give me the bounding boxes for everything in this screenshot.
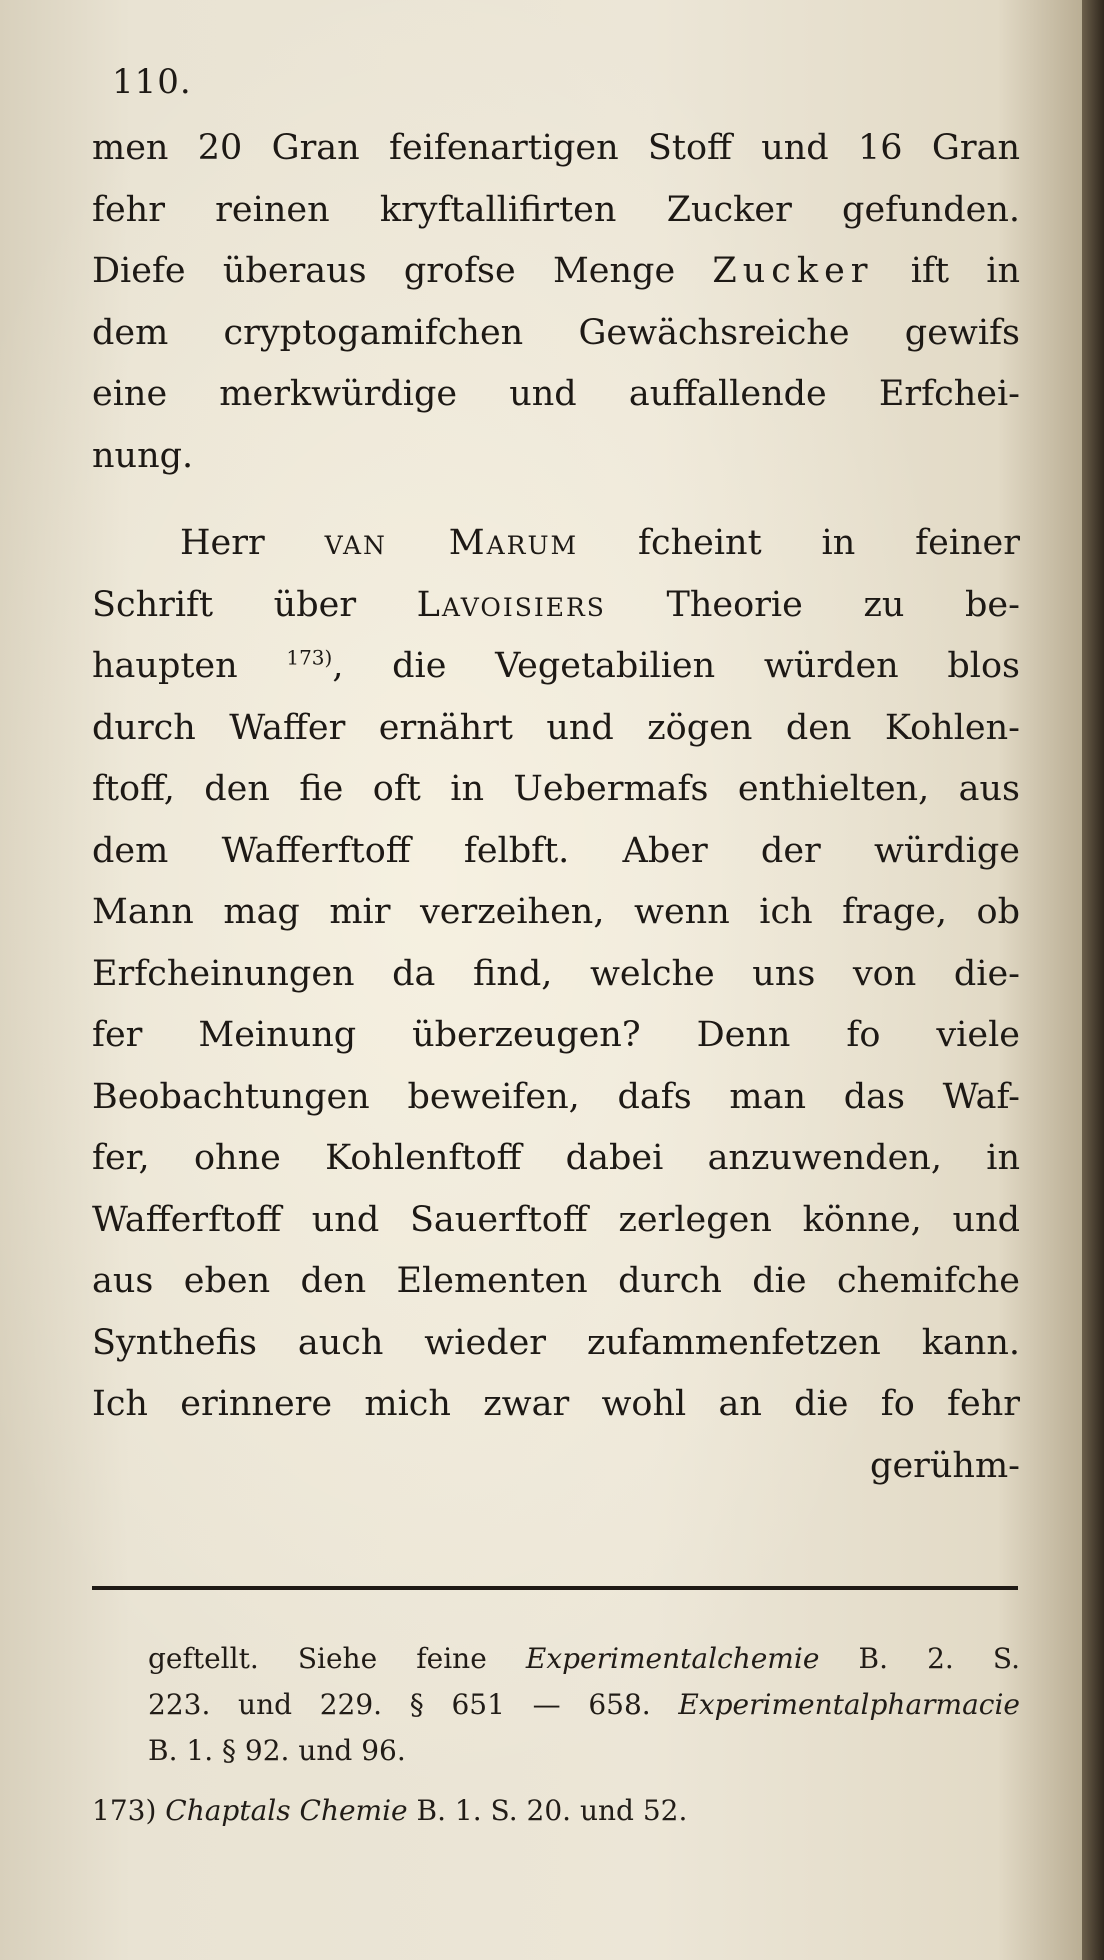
text-line: aus eben den Elementen durch die chemifche	[92, 1261, 1020, 1301]
text-line: fer Meinung überzeugen? Denn fo viele	[92, 1015, 1020, 1055]
text-line: nung.	[92, 435, 194, 476]
text-span: Schrift über	[92, 584, 357, 625]
text-line: Ich erinnere mich zwar wohl an die fo fehr	[92, 1384, 1020, 1424]
footnote-reference: 173)	[286, 645, 333, 670]
text-span: , die Vegetabilien würden blos	[332, 646, 1020, 686]
text-span: Herr	[180, 523, 265, 563]
text-span: geftellt. Siehe feine	[148, 1642, 487, 1675]
footnote-marker: 173)	[92, 1794, 157, 1827]
main-text	[92, 118, 1020, 1497]
book-title: Experimentalpharmacie	[678, 1688, 1020, 1721]
text-line	[92, 513, 1020, 575]
text-line: durch Waffer ernährt und zögen den Kohlen-	[92, 707, 1020, 748]
page-edge	[1082, 0, 1104, 1960]
footnote-line: B. 1. § 92. und 96.	[148, 1734, 406, 1767]
text-line: Mann mag mir verzeihen, wenn ich frage, ob	[92, 892, 1020, 932]
text-span: Diefe überaus grofse Menge	[92, 251, 676, 291]
text-line: fehr reinen kryftallifirten Zucker gefunden.	[92, 189, 1020, 230]
emphasized-word: Zucker	[712, 251, 874, 291]
text-line: Synthefis auch wieder zufammenfetzen kann.	[92, 1322, 1020, 1363]
text-line: Wafferftoff und Sauerftoff zerlegen könne, und	[92, 1199, 1020, 1240]
text-span: 223. und 229. § 651 — 658.	[148, 1688, 651, 1721]
text-line: dem cryptogamifchen Gewächsreiche gewifs	[92, 312, 1020, 353]
text-span: haupten	[92, 646, 238, 686]
text-line: Beobachtungen beweifen, dafs man das Waf-	[92, 1076, 1020, 1117]
text-line: eine merkwürdige und auffallende Erfchei-	[92, 374, 1020, 414]
book-title: Chaptals Chemie	[165, 1794, 408, 1827]
text-span: B. 2. S.	[858, 1642, 1021, 1675]
text-span: ift in	[910, 251, 1020, 291]
text-line	[92, 636, 1020, 698]
text-span: fcheint in feiner	[638, 523, 1020, 563]
footnote-line	[92, 1636, 1020, 1682]
text-line: fer, ohne Kohlenftoff dabei anzuwenden, in	[92, 1138, 1020, 1178]
page-number: 110.	[112, 62, 192, 102]
text-line	[92, 241, 1020, 303]
book-title: Experimentalchemie	[525, 1642, 820, 1675]
text-line: ftoff, den fie oft in Uebermafs enthielten, aus	[92, 769, 1020, 809]
catchword: gerühm-	[870, 1445, 1020, 1486]
text-line: men 20 Gran feifenartigen Stoff und 16 Gran	[92, 128, 1020, 168]
text-line	[92, 575, 1020, 637]
text-line: dem Wafferftoff felbft. Aber der würdige	[92, 830, 1020, 871]
footnote-line	[92, 1682, 1020, 1728]
footnote-divider	[92, 1586, 1018, 1590]
text-line: Erfcheinungen da find, welche uns von die-	[92, 953, 1020, 994]
footnotes	[92, 1636, 1020, 1834]
person-name: Lavoisiers	[416, 584, 606, 625]
text-span: B. 1. S. 20. und 52.	[416, 1794, 688, 1827]
text-span: Theorie zu be-	[666, 584, 1020, 625]
person-name: van Marum	[324, 523, 579, 563]
footnote-line	[92, 1788, 1020, 1834]
